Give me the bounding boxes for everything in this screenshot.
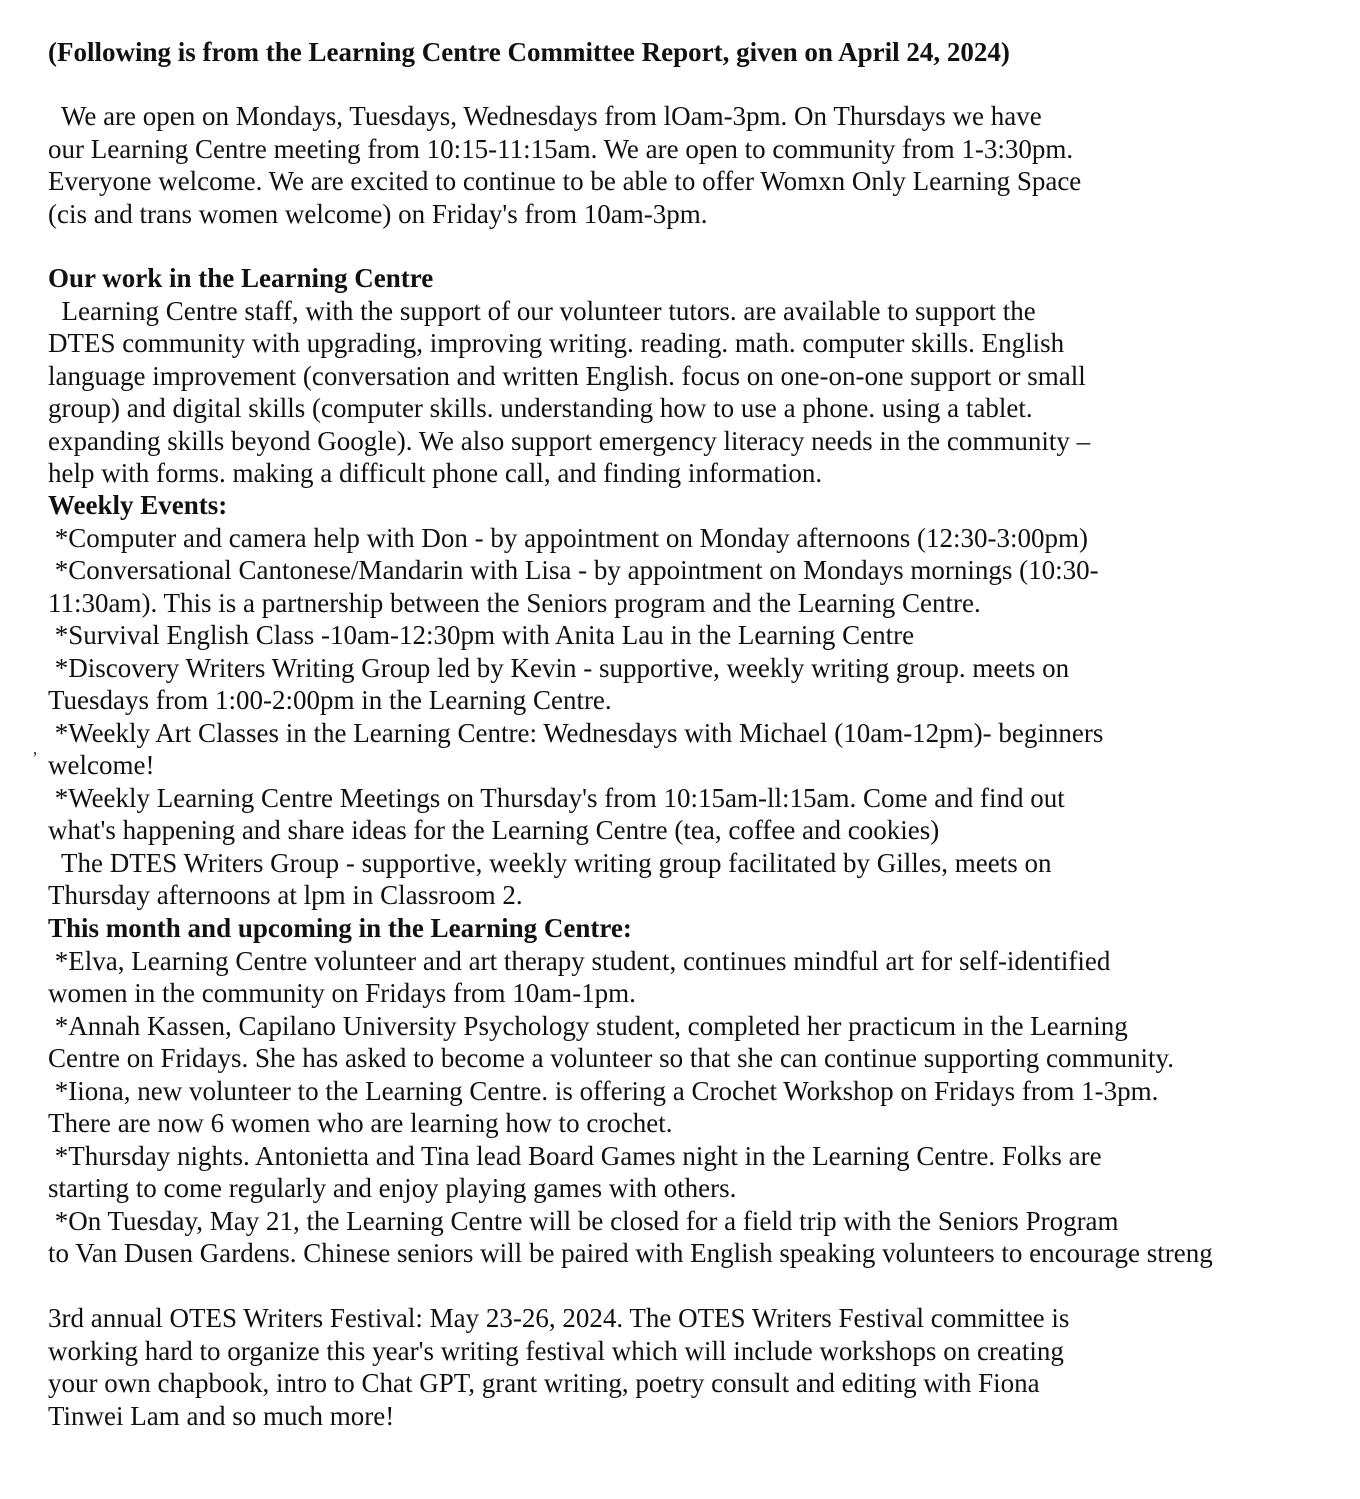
list-item: *Iiona, new volunteer to the Learning Centre. is offering a Crochet Workshop on Fridays from 1-3pm. [48, 1075, 1159, 1106]
section-heading: Weekly Events: [48, 490, 228, 520]
list-item: *On Tuesday, May 21, the Learning Centre will be closed for a field trip with the Seniors Program [48, 1205, 1119, 1236]
list-item: Centre on Fridays. She has asked to become a volunteer so that she can continue supporting community. [48, 1043, 1174, 1073]
paragraph-line: Tinwei Lam and so much more! [48, 1400, 395, 1431]
paragraph-line: DTES community with upgrading, improving writing. reading. math. computer skills. English [48, 328, 1065, 358]
this-month-section [48, 912, 1360, 1270]
paragraph-line: We are open on Mondays, Tuesdays, Wednesdays from lOam-3pm. On Thursdays we have [48, 101, 1042, 131]
list-item: *Annah Kassen, Capilano University Psychology student, completed her practicum in the Learning [48, 1010, 1128, 1041]
list-item: *Elva, Learning Centre volunteer and art therapy student, continues mindful art for self-identified [48, 945, 1111, 976]
paragraph-line: help with forms. making a difficult phone call, and finding information. [48, 458, 823, 488]
list-item: The DTES Writers Group - supportive, weekly writing group facilitated by Gilles, meets on [48, 847, 1052, 878]
section-heading: This month and upcoming in the Learning Centre: [48, 913, 632, 943]
list-item: *Weekly Learning Centre Meetings on Thursday's from 10:15am-ll:15am. Come and find out [48, 782, 1065, 813]
weekly-events-section [48, 489, 1360, 912]
paragraph-line: expanding skills beyond Google). We also support emergency literacy needs in the community – [48, 425, 1091, 456]
list-item: Tuesdays from 1:00-2:00pm in the Learning Centre. [48, 685, 612, 715]
report-title: (Following is from the Learning Centre Committee Report, given on April 24, 2024) [48, 37, 1010, 67]
paragraph-line: group) and digital skills (computer skills. understanding how to use a phone. using a tablet. [48, 393, 1033, 423]
list-item: *Discovery Writers Writing Group led by Kevin - supportive, weekly writing group. meets on [48, 652, 1070, 683]
paragraph-line: 3rd annual OTES Writers Festival: May 23-26, 2024. The OTES Writers Festival committee is [48, 1303, 1070, 1333]
list-item: *Survival English Class -10am-12:30pm with Anita Lau in the Learning Centre [48, 620, 915, 650]
list-item: *Conversational Cantonese/Mandarin with Lisa - by appointment on Mondays mornings (10:30- [48, 555, 1099, 585]
list-item: *Computer and camera help with Don - by appointment on Monday afternoons (12:30-3:00pm) [48, 522, 1089, 553]
list-item: Thursday afternoons at lpm in Classroom 2. [48, 880, 523, 910]
list-item: starting to come regularly and enjoy playing games with others. [48, 1173, 737, 1203]
paragraph-line: Everyone welcome. We are excited to continue to be able to offer Womxn Only Learning Space [48, 166, 1082, 196]
paragraph-line: Learning Centre staff, with the support of our volunteer tutors. are available to support the [48, 295, 1036, 326]
festival-paragraph [48, 1302, 1360, 1432]
list-item: to Van Dusen Gardens. Chinese seniors will be paired with English speaking volunteers to encourage streng [48, 1238, 1213, 1268]
our-work-section [48, 262, 1360, 490]
list-item: *Weekly Art Classes in the Learning Centre: Wednesdays with Michael (10am-12pm)- beginners [48, 717, 1104, 748]
paragraph-line: your own chapbook, intro to Chat GPT, grant writing, poetry consult and editing with Fiona [48, 1368, 1040, 1398]
list-item: There are now 6 women who are learning how to crochet. [48, 1108, 673, 1138]
section-heading: Our work in the Learning Centre [48, 263, 434, 293]
paragraph-line: language improvement (conversation and written English. focus on one-on-one support or small [48, 360, 1086, 391]
list-item: welcome! [48, 750, 155, 780]
intro-paragraph [48, 100, 1360, 230]
paragraph-line: our Learning Centre meeting from 10:15-11:15am. We are open to community from 1-3:30pm. [48, 133, 1074, 164]
paragraph-line: (cis and trans women welcome) on Friday's from 10am-3pm. [48, 198, 708, 229]
scan-artifact-mark: ‚ [32, 738, 38, 758]
list-item: *Thursday nights. Antonietta and Tina lead Board Games night in the Learning Centre. Folks are [48, 1140, 1102, 1171]
list-item: what's happening and share ideas for the Learning Centre (tea, coffee and cookies) [48, 815, 940, 845]
list-item: women in the community on Fridays from 10am-1pm. [48, 978, 636, 1008]
list-item: 11:30am). This is a partnership between the Seniors program and the Learning Centre. [48, 587, 981, 618]
paragraph-line: working hard to organize this year's writing festival which will include workshops on creating [48, 1335, 1064, 1366]
